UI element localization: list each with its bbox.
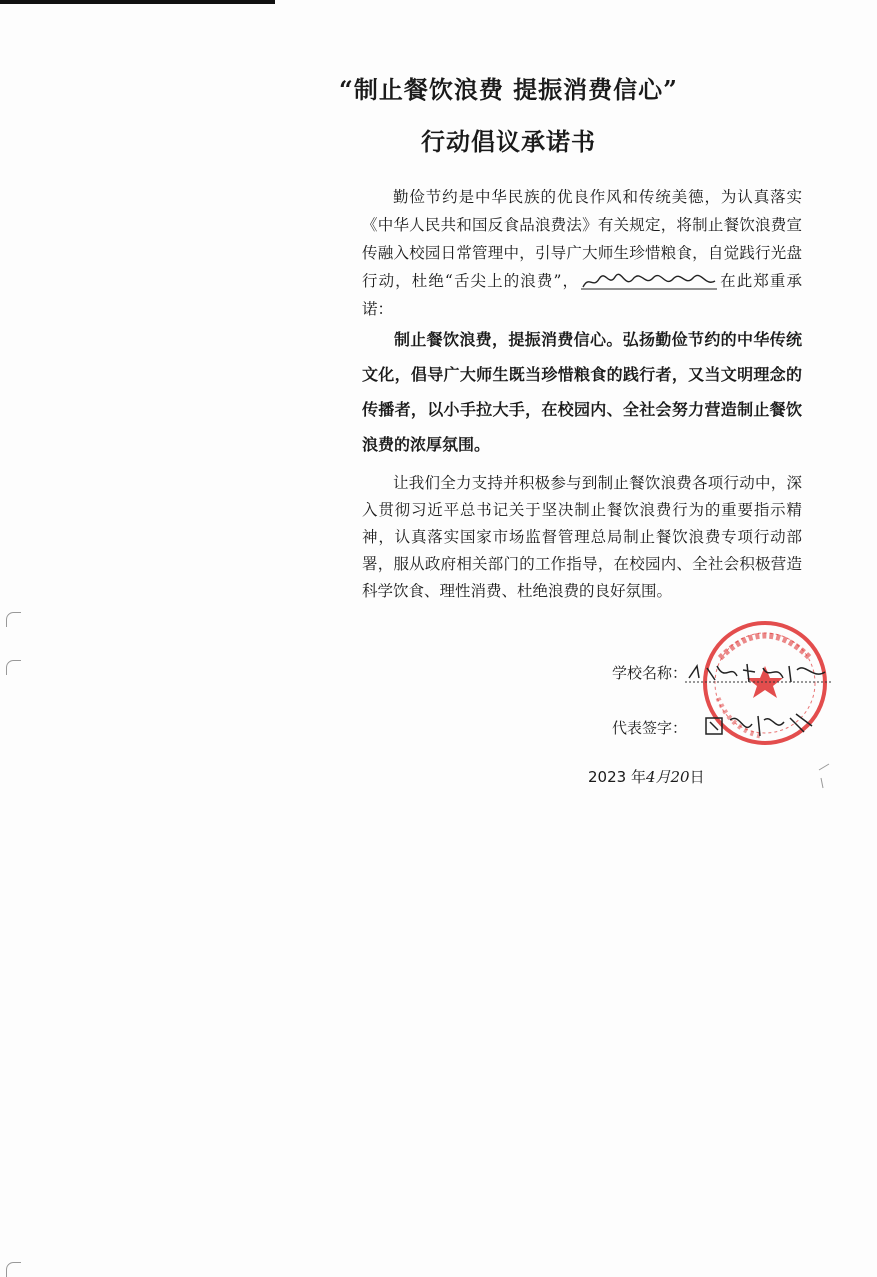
paragraph-pledge-text: 制止餐饮浪费，提振消费信心。弘扬勤俭节约的中华传统文化，倡导广大师生既当珍惜粮食的践行者，又当文明理念的传播者，以小手拉大手，在校园内、全社会努力营造制止餐饮浪费的浓厚氛围。 (362, 330, 802, 454)
punch-hole-mark (6, 612, 21, 627)
scan-edge-bar (0, 0, 275, 4)
date-month-handwritten: 4月 (645, 768, 671, 786)
representative-signature-label: 代表签字： (612, 719, 688, 737)
scan-artifact-mark (815, 760, 845, 790)
date-day-handwritten: 20 (670, 768, 690, 786)
paragraph-intro-pledge: 在此郑重承诺： (362, 272, 802, 318)
document-title-line-1: “制止餐饮浪费 提振消费信心” (339, 75, 678, 104)
handwritten-representative-signature (700, 710, 820, 740)
paragraph-call-to-action (362, 470, 802, 605)
paragraph-intro-text: 勤俭节约是中华民族的优良作风和传统美德，为认真落实《中华人民共和国反食品浪费法》有关规定，将制止餐饮浪费宣传融入校园日常管理中，引导广大师生珍惜粮食，自觉践行光盘行动，杜绝“舌尖上的浪费”， (362, 188, 802, 290)
handwritten-school-signature (685, 660, 835, 686)
punch-hole-mark (6, 660, 21, 675)
date-suffix: 日 (689, 768, 705, 786)
paragraph-call-to-action-text: 让我们全力支持并积极参与到制止餐饮浪费各项行动中，深入贯彻习近平总书记关于坚决制止餐饮浪费行为的重要指示精神，认真落实国家市场监督管理总局制止餐饮浪费专项行动部署，服从政府相关部门的工作指导，在校园内、全社会积极营造科学饮食、理性消费、杜绝浪费的良好氛围。 (362, 474, 802, 600)
paragraph-intro (362, 183, 802, 323)
school-name-label: 学校名称： (612, 664, 688, 682)
handwritten-school-name (579, 273, 719, 291)
date-year: 2023 年 (588, 768, 646, 786)
document-title-line-2: 行动倡议承诺书 (421, 127, 596, 156)
paragraph-pledge (362, 322, 802, 462)
signing-date (588, 766, 705, 787)
